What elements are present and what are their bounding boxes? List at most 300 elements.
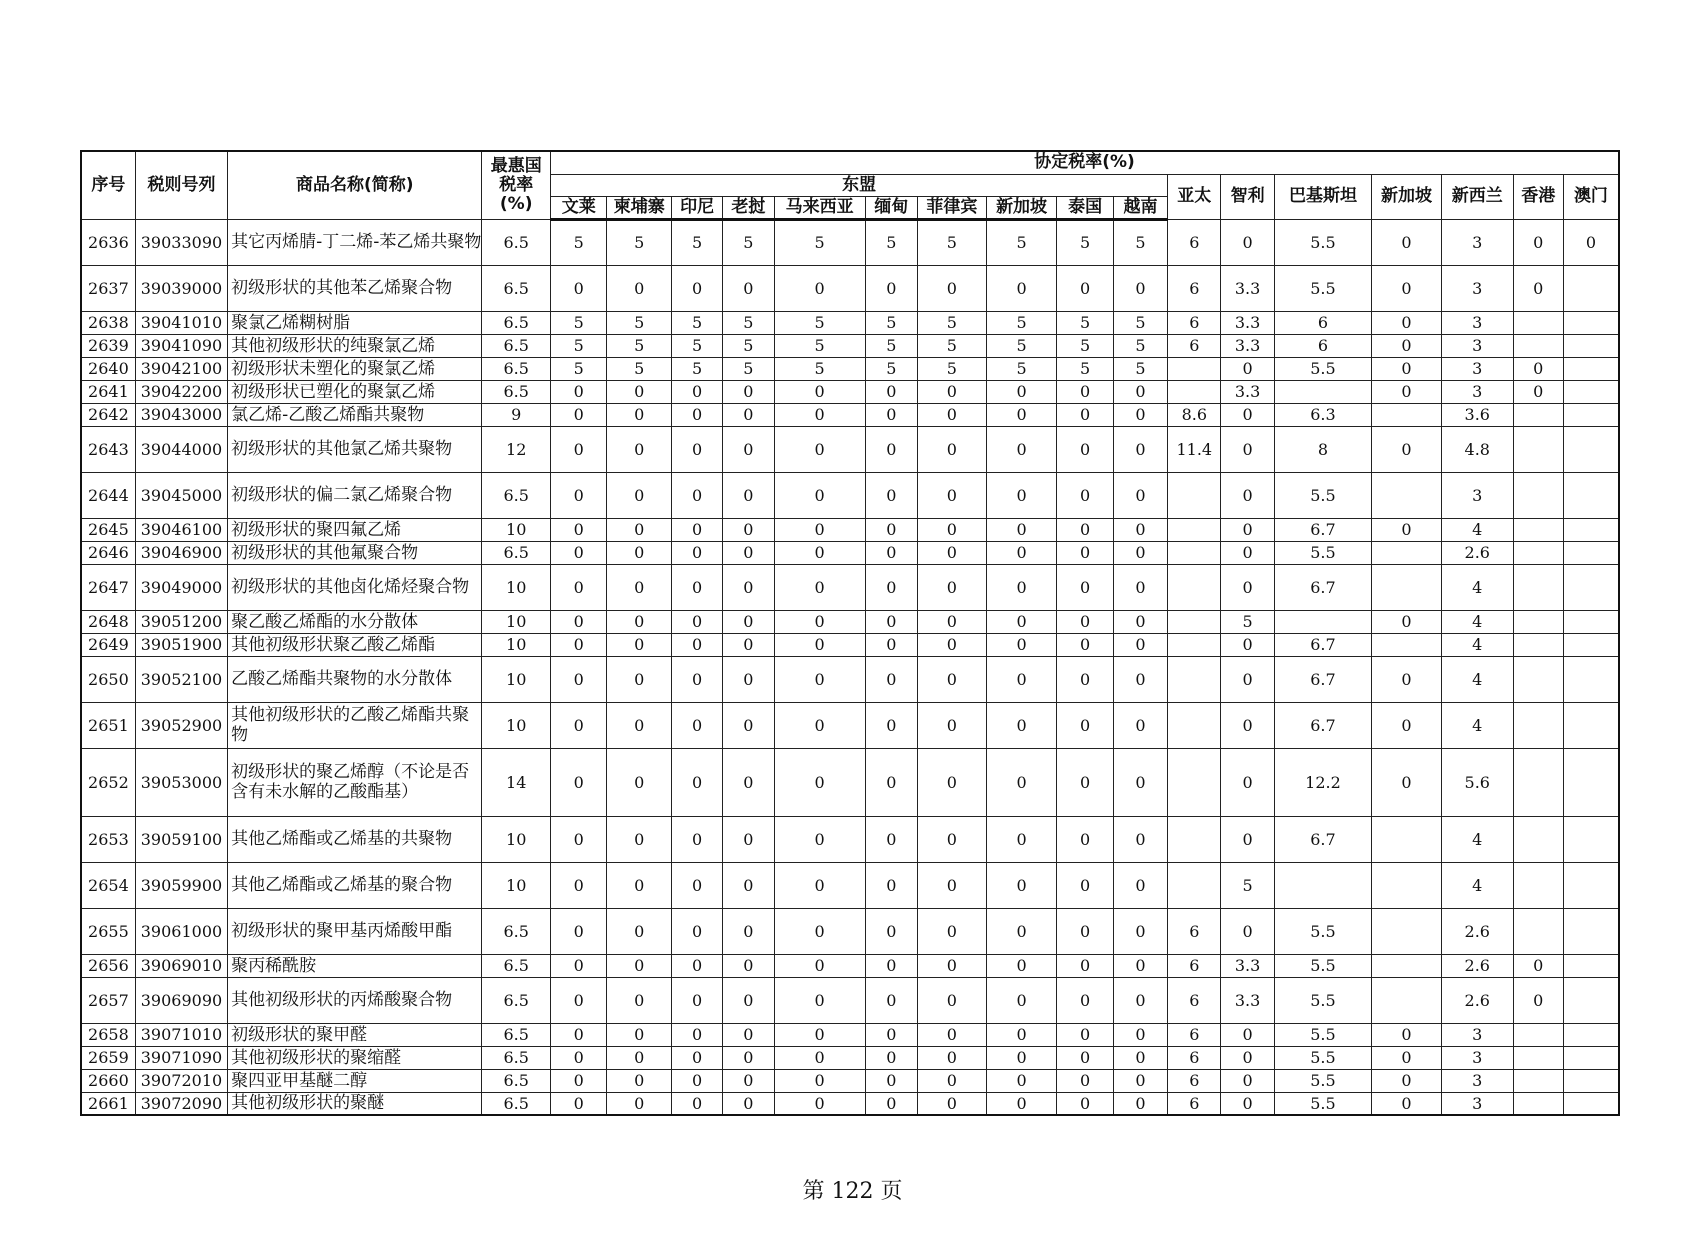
cell-seq: 2647 (81, 564, 135, 610)
cell-rate: 0 (607, 954, 672, 977)
cell-rate: 2.6 (1441, 908, 1513, 954)
cell-seq: 2649 (81, 633, 135, 656)
cell-rate: 0 (774, 1023, 865, 1046)
cell-rate (1563, 816, 1619, 862)
cell-rate: 6.7 (1274, 656, 1371, 702)
cell-rate (1563, 610, 1619, 633)
cell-rate: 0 (774, 908, 865, 954)
cell-rate (1513, 633, 1563, 656)
cell-rate: 8 (1274, 426, 1371, 472)
cell-rate: 5.5 (1274, 219, 1371, 265)
cell-rate: 5.5 (1274, 954, 1371, 977)
cell-rate: 5.5 (1274, 265, 1371, 311)
cell-rate (1513, 403, 1563, 426)
cell-product-name: 其他初级形状的乙酸乙烯酯共聚物 (228, 702, 482, 748)
cell-rate: 0 (865, 977, 917, 1023)
cell-rate (1168, 541, 1221, 564)
cell-rate: 5 (723, 334, 774, 357)
cell-rate: 5 (774, 219, 865, 265)
cell-rate: 0 (672, 748, 723, 816)
cell-rate: 0 (723, 748, 774, 816)
cell-product-name: 初级形状已塑化的聚氯乙烯 (228, 380, 482, 403)
cell-rate: 0 (551, 541, 607, 564)
cell-rate: 0 (723, 1023, 774, 1046)
cell-seq: 2643 (81, 426, 135, 472)
cell-rate: 0 (1057, 633, 1113, 656)
cell-tariff-code: 39051200 (135, 610, 227, 633)
cell-rate: 0 (1057, 954, 1113, 977)
cell-mfn-rate: 14 (482, 748, 551, 816)
cell-rate: 0 (723, 1092, 774, 1115)
cell-rate: 0 (1372, 357, 1442, 380)
cell-rate: 0 (1113, 656, 1167, 702)
table-row (81, 816, 1619, 862)
cell-rate: 0 (1113, 1092, 1167, 1115)
cell-tariff-code: 39071010 (135, 1023, 227, 1046)
cell-rate (1168, 702, 1221, 748)
cell-rate: 0 (1221, 403, 1274, 426)
cell-rate: 0 (1057, 1023, 1113, 1046)
cell-rate (1513, 610, 1563, 633)
cell-rate: 5 (865, 311, 917, 334)
cell-product-name: 初级形状的其他卤化烯烃聚合物 (228, 564, 482, 610)
cell-rate: 0 (1221, 702, 1274, 748)
cell-product-name: 其他初级形状的丙烯酸聚合物 (228, 977, 482, 1023)
cell-rate: 5 (986, 311, 1057, 334)
cell-rate: 0 (723, 518, 774, 541)
cell-rate: 0 (1113, 380, 1167, 403)
cell-rate: 0 (865, 816, 917, 862)
cell-rate: 5.5 (1274, 1092, 1371, 1115)
cell-tariff-code: 39044000 (135, 426, 227, 472)
header-mfn-line3: (%) (499, 193, 533, 214)
cell-rate (1563, 334, 1619, 357)
cell-rate: 0 (1113, 1046, 1167, 1069)
cell-rate: 0 (865, 656, 917, 702)
cell-rate: 0 (672, 1069, 723, 1092)
cell-rate: 0 (607, 518, 672, 541)
cell-rate: 0 (1057, 977, 1113, 1023)
cell-rate: 0 (672, 472, 723, 518)
cell-rate: 0 (865, 748, 917, 816)
table-row (81, 1092, 1619, 1115)
cell-seq: 2661 (81, 1092, 135, 1115)
cell-rate: 0 (607, 908, 672, 954)
cell-seq: 2645 (81, 518, 135, 541)
header-other: 香港 (1513, 174, 1563, 219)
page-number: 第 122 页 (802, 1179, 903, 1204)
cell-rate: 0 (551, 908, 607, 954)
cell-rate: 0 (551, 1023, 607, 1046)
table-row (81, 265, 1619, 311)
cell-rate: 0 (1221, 426, 1274, 472)
cell-rate (1563, 472, 1619, 518)
cell-mfn-rate: 6.5 (482, 1069, 551, 1092)
cell-rate: 0 (986, 1069, 1057, 1092)
cell-mfn-rate: 6.5 (482, 219, 551, 265)
cell-rate: 0 (672, 1023, 723, 1046)
cell-mfn-rate: 6.5 (482, 265, 551, 311)
cell-rate (1513, 311, 1563, 334)
cell-rate: 5 (1221, 862, 1274, 908)
cell-product-name: 初级形状的聚乙烯醇（不论是否含有未水解的乙酸酯基） (228, 748, 482, 816)
cell-tariff-code: 39061000 (135, 908, 227, 954)
header-other: 澳门 (1563, 174, 1619, 219)
cell-rate: 0 (607, 426, 672, 472)
cell-rate: 0 (1372, 1046, 1442, 1069)
header-other: 智利 (1221, 174, 1274, 219)
cell-tariff-code: 39049000 (135, 564, 227, 610)
cell-rate: 5 (1057, 357, 1113, 380)
cell-rate: 0 (607, 610, 672, 633)
header-mfn-line2: 税率 (499, 174, 534, 195)
cell-rate: 5 (865, 357, 917, 380)
cell-rate: 0 (607, 265, 672, 311)
cell-rate: 0 (774, 1092, 865, 1115)
table-row (81, 518, 1619, 541)
cell-tariff-code: 39051900 (135, 633, 227, 656)
cell-rate: 0 (607, 702, 672, 748)
cell-tariff-code: 39039000 (135, 265, 227, 311)
cell-rate: 4 (1441, 518, 1513, 541)
cell-rate: 0 (774, 403, 865, 426)
cell-rate: 0 (551, 862, 607, 908)
cell-rate (1513, 564, 1563, 610)
cell-mfn-rate: 6.5 (482, 1092, 551, 1115)
header-asean-country: 文莱 (551, 196, 607, 219)
table-row (81, 541, 1619, 564)
cell-rate: 5 (723, 219, 774, 265)
cell-rate: 5 (723, 357, 774, 380)
cell-rate: 0 (1372, 748, 1442, 816)
cell-seq: 2658 (81, 1023, 135, 1046)
cell-rate: 0 (865, 954, 917, 977)
cell-rate: 0 (918, 541, 987, 564)
cell-rate: 0 (865, 472, 917, 518)
cell-rate: 0 (986, 403, 1057, 426)
header-asean-country: 新加坡 (986, 196, 1057, 219)
cell-seq: 2657 (81, 977, 135, 1023)
cell-rate: 6.7 (1274, 564, 1371, 610)
cell-mfn-rate: 6.5 (482, 311, 551, 334)
table-row (81, 311, 1619, 334)
cell-rate: 0 (865, 1069, 917, 1092)
cell-rate (1372, 862, 1442, 908)
cell-tariff-code: 39052100 (135, 656, 227, 702)
header-asean-country: 越南 (1113, 196, 1167, 219)
cell-rate: 0 (551, 610, 607, 633)
cell-rate (1168, 380, 1221, 403)
cell-rate: 5 (865, 334, 917, 357)
cell-rate: 5 (607, 357, 672, 380)
cell-product-name: 乙酸乙烯酯共聚物的水分散体 (228, 656, 482, 702)
cell-rate: 0 (1113, 541, 1167, 564)
cell-rate: 0 (551, 954, 607, 977)
cell-rate: 0 (607, 1092, 672, 1115)
cell-seq: 2656 (81, 954, 135, 977)
cell-rate: 0 (672, 1046, 723, 1069)
cell-rate (1563, 748, 1619, 816)
cell-rate: 0 (918, 610, 987, 633)
cell-product-name: 初级形状的偏二氯乙烯聚合物 (228, 472, 482, 518)
cell-rate: 0 (865, 702, 917, 748)
cell-rate: 0 (774, 633, 865, 656)
cell-rate: 5 (672, 357, 723, 380)
cell-rate: 0 (1057, 1046, 1113, 1069)
cell-rate: 0 (1563, 219, 1619, 265)
cell-rate: 0 (1221, 633, 1274, 656)
cell-rate (1274, 610, 1371, 633)
cell-rate: 0 (551, 656, 607, 702)
cell-rate: 0 (723, 265, 774, 311)
cell-product-name: 其他初级形状的聚缩醛 (228, 1046, 482, 1069)
cell-rate: 0 (1113, 1023, 1167, 1046)
cell-rate: 0 (723, 633, 774, 656)
cell-rate: 0 (551, 518, 607, 541)
cell-rate: 0 (774, 748, 865, 816)
cell-product-name: 初级形状的聚四氟乙烯 (228, 518, 482, 541)
cell-mfn-rate: 6.5 (482, 380, 551, 403)
cell-product-name: 其他初级形状的纯聚氯乙烯 (228, 334, 482, 357)
cell-rate: 3.3 (1221, 977, 1274, 1023)
cell-rate: 0 (918, 633, 987, 656)
cell-rate: 0 (723, 862, 774, 908)
cell-rate: 0 (918, 1046, 987, 1069)
cell-product-name: 初级形状的聚甲醛 (228, 1023, 482, 1046)
cell-rate (1563, 908, 1619, 954)
cell-rate: 0 (1113, 816, 1167, 862)
cell-tariff-code: 39052900 (135, 702, 227, 748)
cell-rate: 0 (551, 564, 607, 610)
cell-rate: 5 (1057, 311, 1113, 334)
cell-rate: 5 (774, 311, 865, 334)
cell-rate: 0 (1372, 1023, 1442, 1046)
cell-product-name: 氯乙烯-乙酸乙烯酯共聚物 (228, 403, 482, 426)
cell-tariff-code: 39033090 (135, 219, 227, 265)
cell-mfn-rate: 6.5 (482, 954, 551, 977)
cell-rate: 0 (1113, 403, 1167, 426)
cell-rate: 0 (1372, 656, 1442, 702)
table-row (81, 380, 1619, 403)
cell-rate: 0 (986, 977, 1057, 1023)
header-asean-country: 老挝 (723, 196, 774, 219)
table-row (81, 219, 1619, 265)
header-other: 新加坡 (1372, 174, 1442, 219)
cell-rate: 0 (672, 656, 723, 702)
cell-rate: 0 (551, 403, 607, 426)
cell-rate: 0 (723, 977, 774, 1023)
cell-rate: 0 (1057, 610, 1113, 633)
cell-rate: 5.5 (1274, 541, 1371, 564)
cell-rate: 0 (1221, 472, 1274, 518)
cell-rate: 0 (774, 518, 865, 541)
cell-tariff-code: 39046900 (135, 541, 227, 564)
cell-rate: 0 (1113, 748, 1167, 816)
cell-mfn-rate: 10 (482, 610, 551, 633)
cell-rate: 5 (551, 357, 607, 380)
cell-rate: 0 (672, 908, 723, 954)
cell-rate: 0 (723, 541, 774, 564)
cell-rate (1563, 702, 1619, 748)
cell-rate: 0 (986, 541, 1057, 564)
cell-rate: 0 (986, 862, 1057, 908)
cell-rate: 6 (1168, 334, 1221, 357)
cell-rate: 0 (986, 1092, 1057, 1115)
cell-rate: 0 (1113, 633, 1167, 656)
cell-rate: 0 (986, 702, 1057, 748)
cell-tariff-code: 39046100 (135, 518, 227, 541)
cell-mfn-rate: 10 (482, 816, 551, 862)
cell-rate: 5.5 (1274, 1069, 1371, 1092)
cell-rate: 5 (918, 357, 987, 380)
cell-rate: 3 (1441, 219, 1513, 265)
cell-rate: 5 (774, 357, 865, 380)
cell-seq: 2655 (81, 908, 135, 954)
cell-rate: 6 (1168, 908, 1221, 954)
cell-rate: 0 (551, 380, 607, 403)
cell-rate (1563, 1046, 1619, 1069)
cell-rate: 6 (1274, 334, 1371, 357)
cell-rate: 0 (1221, 1069, 1274, 1092)
cell-mfn-rate: 10 (482, 633, 551, 656)
cell-rate: 0 (551, 977, 607, 1023)
cell-rate: 0 (1221, 656, 1274, 702)
cell-rate: 0 (918, 816, 987, 862)
cell-rate: 0 (1513, 357, 1563, 380)
cell-rate: 6.7 (1274, 633, 1371, 656)
cell-rate (1563, 564, 1619, 610)
cell-rate (1563, 426, 1619, 472)
cell-rate: 0 (774, 1046, 865, 1069)
table-row (81, 908, 1619, 954)
cell-rate: 0 (986, 633, 1057, 656)
cell-mfn-rate: 6.5 (482, 334, 551, 357)
header-asean-country: 泰国 (1057, 196, 1113, 219)
cell-rate: 0 (1057, 748, 1113, 816)
cell-tariff-code: 39072010 (135, 1069, 227, 1092)
cell-tariff-code: 39041090 (135, 334, 227, 357)
cell-rate: 0 (607, 862, 672, 908)
cell-rate: 0 (774, 977, 865, 1023)
cell-rate: 5 (607, 334, 672, 357)
cell-rate: 0 (774, 954, 865, 977)
cell-rate: 0 (607, 1069, 672, 1092)
cell-rate: 0 (551, 1092, 607, 1115)
cell-rate: 12.2 (1274, 748, 1371, 816)
cell-seq: 2660 (81, 1069, 135, 1092)
cell-seq: 2653 (81, 816, 135, 862)
cell-rate: 6 (1168, 265, 1221, 311)
cell-rate: 0 (774, 265, 865, 311)
cell-rate (1513, 1023, 1563, 1046)
cell-rate: 0 (672, 702, 723, 748)
cell-rate (1372, 564, 1442, 610)
cell-rate: 0 (918, 426, 987, 472)
cell-rate: 0 (1057, 426, 1113, 472)
cell-rate: 0 (1057, 908, 1113, 954)
cell-product-name: 聚氯乙烯糊树脂 (228, 311, 482, 334)
header-asean: 东盟 (551, 174, 1168, 196)
cell-product-name: 其他初级形状聚乙酸乙烯酯 (228, 633, 482, 656)
cell-rate (1563, 656, 1619, 702)
cell-rate: 0 (1372, 1092, 1442, 1115)
cell-mfn-rate: 10 (482, 518, 551, 541)
cell-rate: 0 (723, 1046, 774, 1069)
cell-rate: 5 (1113, 311, 1167, 334)
cell-rate: 6.7 (1274, 816, 1371, 862)
cell-seq: 2659 (81, 1046, 135, 1069)
cell-rate: 0 (1221, 357, 1274, 380)
cell-rate: 5 (1113, 219, 1167, 265)
cell-rate: 0 (551, 472, 607, 518)
cell-rate (1513, 656, 1563, 702)
cell-rate (1372, 633, 1442, 656)
cell-rate: 0 (1513, 219, 1563, 265)
cell-tariff-code: 39043000 (135, 403, 227, 426)
cell-rate: 0 (1221, 541, 1274, 564)
cell-rate: 3.3 (1221, 311, 1274, 334)
cell-rate: 3 (1441, 265, 1513, 311)
cell-rate: 0 (672, 518, 723, 541)
cell-rate: 0 (918, 748, 987, 816)
cell-rate: 3.6 (1441, 403, 1513, 426)
cell-rate: 0 (1057, 541, 1113, 564)
cell-rate: 5 (918, 311, 987, 334)
cell-seq: 2648 (81, 610, 135, 633)
table-row (81, 334, 1619, 357)
cell-rate: 0 (1057, 518, 1113, 541)
cell-rate: 0 (865, 426, 917, 472)
cell-tariff-code: 39059900 (135, 862, 227, 908)
cell-rate: 5 (672, 311, 723, 334)
cell-rate: 5 (774, 334, 865, 357)
cell-rate: 4 (1441, 816, 1513, 862)
cell-rate: 6 (1168, 1069, 1221, 1092)
cell-rate: 0 (672, 1092, 723, 1115)
cell-rate: 0 (1221, 518, 1274, 541)
cell-product-name: 初级形状的其他氯乙烯共聚物 (228, 426, 482, 472)
cell-mfn-rate: 9 (482, 403, 551, 426)
table-header (81, 151, 1619, 219)
cell-rate: 2.6 (1441, 541, 1513, 564)
cell-rate: 5.5 (1274, 977, 1371, 1023)
cell-rate: 3 (1441, 311, 1513, 334)
cell-tariff-code: 39059100 (135, 816, 227, 862)
cell-rate (1372, 908, 1442, 954)
cell-rate (1372, 816, 1442, 862)
cell-rate: 0 (551, 1046, 607, 1069)
cell-rate: 5 (1113, 334, 1167, 357)
cell-rate (1563, 311, 1619, 334)
cell-rate (1563, 380, 1619, 403)
cell-rate: 0 (1513, 954, 1563, 977)
cell-rate: 0 (1372, 380, 1442, 403)
cell-mfn-rate: 12 (482, 426, 551, 472)
cell-rate: 0 (774, 610, 865, 633)
cell-tariff-code: 39045000 (135, 472, 227, 518)
cell-rate: 11.4 (1168, 426, 1221, 472)
cell-rate: 0 (551, 265, 607, 311)
cell-rate: 0 (865, 541, 917, 564)
cell-rate: 6.3 (1274, 403, 1371, 426)
cell-rate (1274, 380, 1371, 403)
cell-rate: 6 (1168, 1092, 1221, 1115)
cell-rate: 0 (1113, 1069, 1167, 1092)
cell-rate: 0 (723, 472, 774, 518)
cell-rate: 0 (1221, 1046, 1274, 1069)
cell-rate: 0 (1113, 908, 1167, 954)
cell-rate: 0 (918, 656, 987, 702)
